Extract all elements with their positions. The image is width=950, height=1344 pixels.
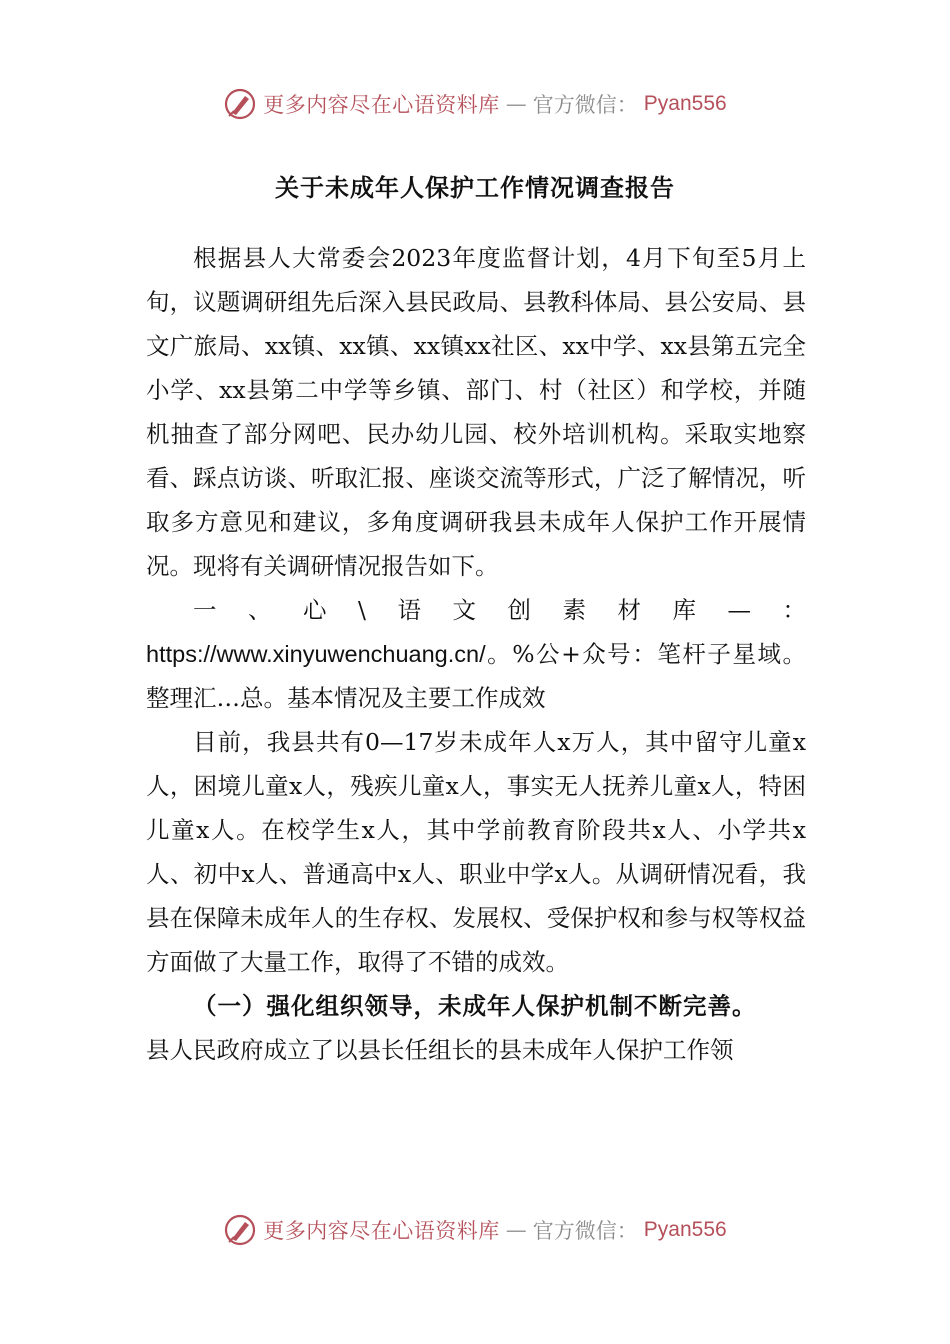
section-one-prefix: 一、心\语文创素材库—：: [193, 596, 806, 624]
section-one-suffix: 。%公+众号：笔杆子星域。整理汇…总。基本情况及主要工作成效: [146, 640, 806, 712]
banner-wechat-id: Pyan556: [643, 92, 727, 115]
subsection-one-heading: （一）强化组织领导，未成年人保护机制不断完善。: [193, 992, 757, 1020]
banner-wechat-id: Pyan556: [643, 1218, 727, 1241]
banner-wechat-label: 官方微信：: [532, 1219, 638, 1243]
pen-nib-logo-icon: [223, 1213, 257, 1247]
banner-wechat-label: 官方微信：: [532, 93, 638, 117]
current-status-paragraph: 目前，我县共有0—17岁未成年人x万人，其中留守儿童x人，困境儿童x人，残疾儿童x人，事实无人抚养儿童x人，特困儿童x人。在校学生x人，其中学前教育阶段共x人、小学共x人、初中x人、普通高中x人、职业中学x人。从调研情况看，我县在保障未成年人的生存权、发展权、受保护权和参与权等权益方面做了大量工作，取得了不错的成效。: [146, 728, 806, 976]
footer-banner: [0, 1210, 950, 1250]
banner-brand-text: 更多内容尽在心语资料库: [263, 93, 500, 117]
document-title: 关于未成年人保护工作情况调查报告: [275, 174, 675, 202]
banner-separator: —: [505, 92, 527, 116]
subsection-one-text: 县人民政府成立了以县长任组长的县未成年人保护工作领: [146, 1036, 734, 1064]
intro-paragraph: 根据县人大常委会2023年度监督计划，4月下旬至5月上旬，议题调研组先后深入县民政局、县教科体局、县公安局、县文广旅局、xx镇、xx镇、xx镇xx社区、xx中学、xx县第五完全小学、xx县第二中学等乡镇、部门、村（社区）和学校，并随机抽查了部分网吧、民办幼儿园、校外培训机构。采取实地察看、踩点访谈、听取汇报、座谈交流等形式，广泛了解情况，听取多方意见和建议，多角度调研我县未成年人保护工作开展情况。现将有关调研情况报告如下。: [146, 244, 806, 580]
document-body: [146, 236, 806, 1072]
banner-brand-text: 更多内容尽在心语资料库: [263, 1219, 500, 1243]
banner-separator: —: [505, 1218, 527, 1242]
pen-nib-logo-icon: [223, 87, 257, 121]
section-one-paragraph: [146, 588, 806, 720]
header-banner: [0, 84, 950, 124]
website-link[interactable]: https://www.xinyuwenchuang.cn/: [146, 641, 486, 667]
